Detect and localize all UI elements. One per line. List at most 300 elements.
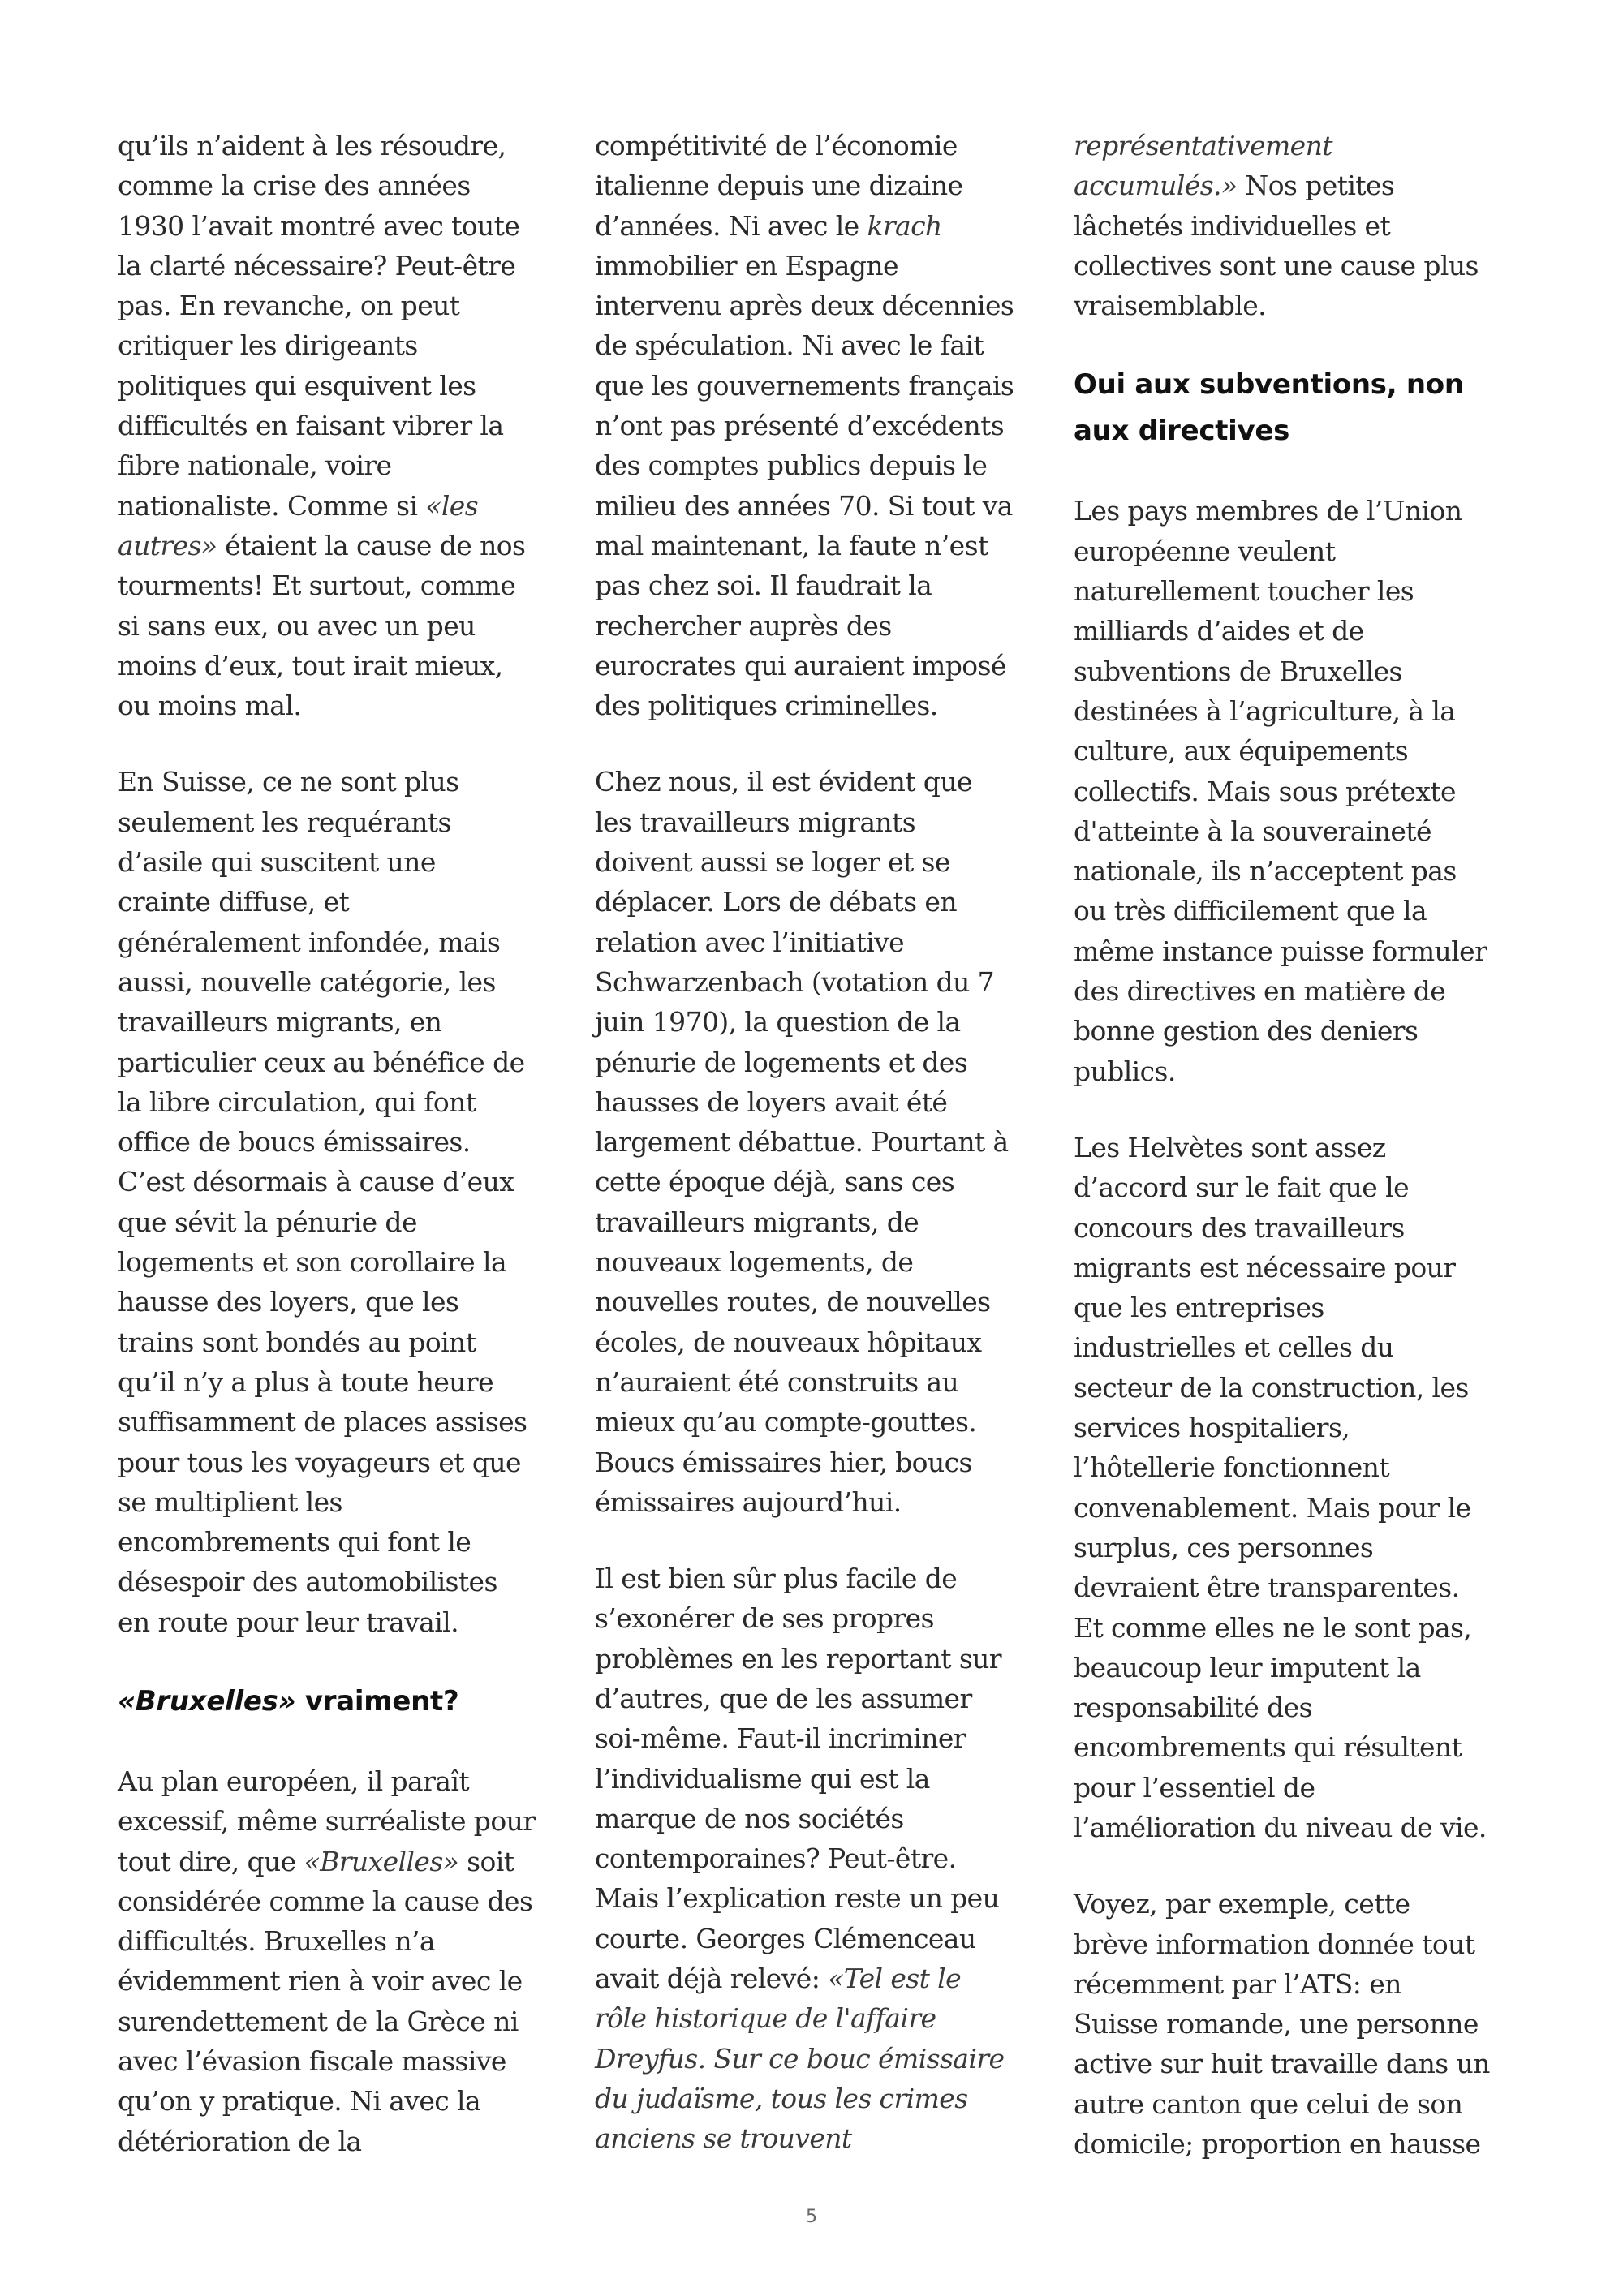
text-line xyxy=(1074,286,1540,325)
text-line xyxy=(118,842,572,882)
text-line xyxy=(595,1799,1049,1838)
text-run: nouveaux logements, de xyxy=(595,1246,914,1279)
text-line xyxy=(118,922,572,962)
text-run: Et comme elles ne le sont pas, xyxy=(1074,1611,1472,1644)
text-run: marque de nos sociétés xyxy=(595,1802,904,1834)
text-run: services hospitaliers, xyxy=(1074,1412,1350,1444)
text-line xyxy=(118,1443,572,1482)
text-line xyxy=(1074,2124,1540,2164)
text-run: écoles, de nouveaux hôpitaux xyxy=(595,1326,982,1358)
italic-text: «Tel est le xyxy=(828,1963,962,1995)
text-run: Suisse romande, une personne xyxy=(1074,2008,1479,2040)
text-line xyxy=(118,2041,572,2081)
text-run: devraient être transparentes. xyxy=(1074,1572,1460,1604)
text-run: pas chez soi. Il faudrait la xyxy=(595,570,932,602)
text-line xyxy=(118,962,572,1002)
text-line xyxy=(1074,1327,1540,1367)
text-line xyxy=(595,1362,1049,1402)
text-run: pas. En revanche, on peut xyxy=(118,290,460,322)
text-run: Boucs émissaires hier, boucs xyxy=(595,1446,972,1478)
text-run: surplus, ces personnes xyxy=(1074,1531,1374,1563)
text-run: vraiment? xyxy=(295,1684,459,1718)
text-line xyxy=(1074,891,1540,931)
heading-line xyxy=(118,1679,572,1725)
text-run: ou très difficilement que la xyxy=(1074,895,1427,927)
text-line xyxy=(118,2122,572,2161)
text-line xyxy=(118,1402,572,1442)
text-run: pénurie de logements et des xyxy=(595,1046,968,1078)
text-line xyxy=(118,1961,572,2001)
text-run: Les Helvètes sont assez xyxy=(1074,1131,1386,1163)
text-run: Mais l’explication reste un peu xyxy=(595,1882,1000,1915)
text-line xyxy=(595,1162,1049,1202)
text-run: C’est désormais à cause d’eux xyxy=(118,1166,514,1198)
paragraph-gap xyxy=(1074,1847,1540,1884)
text-run: que les entreprises xyxy=(1074,1292,1324,1324)
text-run: qu’ils n’aident à les résoudre, xyxy=(118,130,506,161)
text-line xyxy=(118,2081,572,2121)
text-run: que les gouvernements français xyxy=(595,369,1014,402)
text-run: ou moins mal. xyxy=(118,690,302,722)
text-run: étaient la cause de nos xyxy=(217,529,526,561)
paragraph-gap xyxy=(118,1725,572,1761)
text-line xyxy=(1074,1051,1540,1091)
section-heading xyxy=(1074,362,1540,454)
text-run: largement débattue. Pourtant à xyxy=(595,1126,1009,1159)
text-line xyxy=(595,406,1049,445)
text-line xyxy=(595,1482,1049,1522)
text-run: domicile; proportion en hausse xyxy=(1074,2128,1481,2161)
heading-line xyxy=(1074,408,1540,454)
paragraph xyxy=(1074,1128,1540,1847)
text-run: n’ont pas présenté d’excédents xyxy=(595,410,1005,442)
text-run: bonne gestion des deniers xyxy=(1074,1015,1419,1047)
text-run: hausse des loyers, que les xyxy=(118,1286,459,1318)
text-line xyxy=(118,406,572,445)
text-run: s’exonérer de ses propres xyxy=(595,1602,934,1635)
text-line xyxy=(118,802,572,842)
text-run: la libre circulation, qui font xyxy=(118,1086,476,1118)
text-line xyxy=(118,1282,572,1322)
text-run: milieu des années 70. Si tout va xyxy=(595,489,1013,522)
text-line xyxy=(1074,1727,1540,1767)
text-run: intervenu après deux décennies xyxy=(595,290,1014,322)
text-line xyxy=(595,882,1049,922)
text-run: lâchetés individuelles et xyxy=(1074,209,1391,242)
text-line xyxy=(118,1162,572,1202)
text-line xyxy=(595,1559,1049,1598)
text-run: aux directives xyxy=(1074,415,1290,448)
text-run: nationale, ils n’acceptent pas xyxy=(1074,855,1457,888)
text-line xyxy=(595,1878,1049,1918)
text-run: Schwarzenbach (votation du 7 xyxy=(595,965,995,998)
paragraph xyxy=(118,1761,572,2161)
text-line xyxy=(595,1122,1049,1162)
text-line xyxy=(118,206,572,246)
italic-text: du judaïsme, tous les crimes xyxy=(595,2082,968,2114)
text-line xyxy=(118,1482,572,1522)
italic-text: «Bruxelles» xyxy=(118,1684,296,1718)
text-run: si sans eux, ou avec un peu xyxy=(118,609,476,642)
text-line xyxy=(118,606,572,646)
text-line xyxy=(1074,931,1540,971)
text-line xyxy=(118,366,572,406)
text-line xyxy=(1074,651,1540,691)
text-line xyxy=(1074,166,1540,205)
text-line xyxy=(1074,2084,1540,2124)
text-run: soi-même. Faut-il incriminer xyxy=(595,1722,966,1755)
text-line xyxy=(595,166,1049,205)
paragraph-gap xyxy=(1074,454,1540,491)
text-line xyxy=(1074,691,1540,731)
text-run: émissaires aujourd’hui. xyxy=(595,1486,902,1518)
text-line xyxy=(595,246,1049,286)
text-run: d’années. Ni avec le xyxy=(595,209,867,242)
text-run: rechercher auprès des xyxy=(595,609,892,642)
text-line xyxy=(1074,1368,1540,1408)
text-run: active sur huit travaille dans un xyxy=(1074,2048,1490,2080)
page-number: 5 xyxy=(806,2207,817,2227)
text-line xyxy=(1074,1208,1540,1248)
text-run: se multiplient les xyxy=(118,1486,342,1518)
text-line xyxy=(595,486,1049,526)
text-line xyxy=(118,286,572,325)
text-run: Nos petites xyxy=(1237,170,1395,202)
paragraph-gap xyxy=(595,1522,1049,1559)
text-line xyxy=(595,962,1049,1002)
paragraph-gap xyxy=(118,725,572,762)
text-line xyxy=(595,565,1049,605)
text-run: beaucoup leur imputent la xyxy=(1074,1651,1421,1683)
text-run: tout dire, que xyxy=(118,1845,304,1877)
text-line xyxy=(118,1761,572,1801)
text-line xyxy=(595,206,1049,246)
text-run: difficultés en faisant vibrer la xyxy=(118,410,504,442)
text-line xyxy=(595,1838,1049,1878)
text-run: tourments! Et surtout, comme xyxy=(118,570,516,602)
text-line xyxy=(1074,206,1540,246)
text-line xyxy=(595,802,1049,842)
text-line xyxy=(1074,1808,1540,1847)
text-run: suffisamment de places assises xyxy=(118,1406,527,1438)
text-line xyxy=(595,2039,1049,2079)
text-line xyxy=(595,2118,1049,2158)
text-run: l’individualisme qui est la xyxy=(595,1762,930,1795)
text-line xyxy=(595,1598,1049,1638)
text-line xyxy=(595,1322,1049,1362)
text-line xyxy=(118,1881,572,1921)
text-line xyxy=(1074,731,1540,771)
italic-text: Dreyfus. Sur ce bouc émissaire xyxy=(595,2042,1005,2075)
italic-text: «les xyxy=(425,489,479,522)
text-line xyxy=(118,1322,572,1362)
text-line xyxy=(595,1082,1049,1122)
text-run: des comptes publics depuis le xyxy=(595,449,988,482)
text-run: travailleurs migrants, de xyxy=(595,1206,919,1238)
text-run: logements et son corollaire la xyxy=(118,1246,507,1279)
text-run: compétitivité de l’économie xyxy=(595,130,958,161)
text-line xyxy=(595,126,1049,166)
text-run: les travailleurs migrants xyxy=(595,806,916,838)
text-line xyxy=(595,762,1049,802)
text-run: nouvelles routes, de nouvelles xyxy=(595,1286,991,1318)
text-line xyxy=(595,1443,1049,1482)
paragraph-gap xyxy=(118,1642,572,1679)
text-run: Au plan européen, il paraît xyxy=(118,1765,469,1797)
text-run: pour l’essentiel de xyxy=(1074,1771,1315,1804)
text-column-2 xyxy=(595,126,1049,2159)
text-line xyxy=(118,1043,572,1082)
text-line xyxy=(118,565,572,605)
text-run: publics. xyxy=(1074,1055,1176,1087)
text-line xyxy=(595,1043,1049,1082)
text-run: convenablement. Mais pour le xyxy=(1074,1491,1471,1524)
text-line xyxy=(1074,571,1540,611)
paragraph xyxy=(118,762,572,1642)
text-run: encombrements qui font le xyxy=(118,1526,471,1559)
text-run: qu’il n’y a plus à toute heure xyxy=(118,1365,494,1398)
text-line xyxy=(595,1998,1049,2038)
text-run: pour tous les voyageurs et que xyxy=(118,1446,521,1478)
text-run: excessif, même surréaliste pour xyxy=(118,1805,536,1838)
section-heading xyxy=(118,1679,572,1725)
text-run: secteur de la construction, les xyxy=(1074,1371,1469,1404)
text-run: doivent aussi se loger et se xyxy=(595,846,950,879)
text-run: même instance puisse formuler xyxy=(1074,935,1487,967)
text-run: critiquer les dirigeants xyxy=(118,329,418,362)
text-line xyxy=(1074,2004,1540,2044)
paragraph-gap xyxy=(595,725,1049,762)
text-line xyxy=(118,1242,572,1282)
text-line xyxy=(595,1242,1049,1282)
text-line xyxy=(1074,1528,1540,1567)
text-line xyxy=(595,1202,1049,1242)
text-line xyxy=(1074,772,1540,811)
text-run: européenne veulent xyxy=(1074,535,1336,567)
text-run: d’asile qui suscitent une xyxy=(118,846,436,879)
text-run: concours des travailleurs xyxy=(1074,1211,1405,1244)
text-run: seulement les requérants xyxy=(118,806,451,838)
text-line xyxy=(118,762,572,802)
text-run: naturellement toucher les xyxy=(1074,575,1414,608)
paragraph xyxy=(118,126,572,725)
text-run: surendettement de la Grèce ni xyxy=(118,2005,519,2037)
text-line xyxy=(118,1921,572,1961)
text-line xyxy=(1074,491,1540,531)
heading-line xyxy=(1074,362,1540,408)
text-line xyxy=(118,1002,572,1042)
text-run: juin 1970), la question de la xyxy=(595,1006,961,1038)
text-run: difficultés. Bruxelles n’a xyxy=(118,1925,435,1958)
paragraph xyxy=(1074,1884,1540,2164)
text-run: contemporaines? Peut-être. xyxy=(595,1842,957,1875)
text-line xyxy=(1074,1884,1540,1924)
text-run: considérée comme la cause des xyxy=(118,1885,533,1917)
text-run: courte. Georges Clémenceau xyxy=(595,1922,976,1954)
text-line xyxy=(1074,1768,1540,1808)
text-run: aussi, nouvelle catégorie, les xyxy=(118,965,496,998)
text-run: brève information donnée tout xyxy=(1074,1928,1475,1960)
text-line xyxy=(1074,1924,1540,1964)
text-line xyxy=(118,2001,572,2041)
text-run: italienne depuis une dizaine xyxy=(595,170,963,202)
paragraph xyxy=(595,126,1049,725)
text-run: immobilier en Espagne xyxy=(595,249,898,282)
italic-text: rôle historique de l'affaire xyxy=(595,2002,936,2035)
text-run: Les pays membres de l’Union xyxy=(1074,495,1462,527)
text-run: la clarté nécessaire? Peut-être xyxy=(118,249,516,282)
text-run: autre canton que celui de son xyxy=(1074,2087,1463,2120)
text-run: moins d’eux, tout irait mieux, xyxy=(118,649,503,681)
paragraph-gap xyxy=(1074,325,1540,362)
text-column-3 xyxy=(1074,126,1540,2164)
text-run: qu’on y pratique. Ni avec la xyxy=(118,2085,481,2118)
text-line xyxy=(118,325,572,365)
text-line xyxy=(595,1282,1049,1322)
text-run: d’accord sur le fait que le xyxy=(1074,1172,1410,1204)
text-run: 1930 l’avait montré avec toute xyxy=(118,209,520,242)
text-line xyxy=(1074,1964,1540,2004)
text-run: l’hôtellerie fonctionnent xyxy=(1074,1451,1389,1484)
text-run: vraisemblable. xyxy=(1074,290,1267,322)
text-line xyxy=(595,1919,1049,1958)
text-line xyxy=(595,1718,1049,1758)
paragraph xyxy=(1074,491,1540,1090)
italic-text: accumulés.» xyxy=(1074,170,1238,202)
text-run: comme la crise des années xyxy=(118,170,471,202)
text-run: Oui aux subventions, non xyxy=(1074,368,1464,402)
italic-text: «Bruxelles» xyxy=(304,1845,459,1877)
text-run: d’autres, que de les assumer xyxy=(595,1682,972,1714)
text-run: milliards d’aides et de xyxy=(1074,615,1364,647)
text-column-1 xyxy=(118,126,572,2161)
text-line xyxy=(1074,1488,1540,1528)
text-line xyxy=(595,286,1049,325)
text-line xyxy=(118,445,572,485)
text-run: industrielles et celles du xyxy=(1074,1331,1394,1364)
text-line xyxy=(118,1362,572,1402)
text-line xyxy=(1074,971,1540,1011)
text-run: office de boucs émissaires. xyxy=(118,1126,471,1159)
text-run: cette époque déjà, sans ces xyxy=(595,1166,955,1198)
text-line xyxy=(118,246,572,286)
text-line xyxy=(1074,1167,1540,1207)
text-line xyxy=(118,1842,572,1881)
text-line xyxy=(595,1639,1049,1679)
text-line xyxy=(595,922,1049,962)
text-run: des politiques criminelles. xyxy=(595,690,938,722)
text-line xyxy=(1074,1608,1540,1648)
text-line xyxy=(595,1002,1049,1042)
text-line xyxy=(118,882,572,922)
text-line xyxy=(118,486,572,526)
text-run: destinées à l’agriculture, à la xyxy=(1074,694,1456,727)
text-run: détérioration de la xyxy=(118,2125,362,2157)
text-line xyxy=(118,166,572,205)
text-run: de spéculation. Ni avec le fait xyxy=(595,329,984,362)
text-run: En Suisse, ce ne sont plus xyxy=(118,766,459,798)
text-run: Il est bien sûr plus facile de xyxy=(595,1563,958,1595)
text-run: soit xyxy=(458,1845,514,1877)
paragraph xyxy=(1074,126,1540,325)
text-run: généralement infondée, mais xyxy=(118,926,501,958)
text-line xyxy=(595,1679,1049,1718)
text-run: désespoir des automobilistes xyxy=(118,1566,497,1598)
text-run: crainte diffuse, et xyxy=(118,886,350,918)
paragraph xyxy=(595,762,1049,1522)
text-line xyxy=(595,526,1049,565)
text-line xyxy=(118,1122,572,1162)
text-line xyxy=(595,646,1049,686)
text-run: particulier ceux au bénéfice de xyxy=(118,1046,525,1078)
text-line xyxy=(595,366,1049,406)
text-run: nationaliste. Comme si xyxy=(118,489,426,522)
italic-text: krach xyxy=(867,209,942,242)
text-line xyxy=(595,445,1049,485)
text-run: mieux qu’au compte-gouttes. xyxy=(595,1406,977,1438)
text-run: relation avec l’initiative xyxy=(595,926,905,958)
text-run: migrants est nécessaire pour xyxy=(1074,1251,1456,1283)
text-line xyxy=(1074,2044,1540,2083)
text-run: collectives sont une cause plus xyxy=(1074,249,1479,282)
text-run: des directives en matière de xyxy=(1074,975,1446,1008)
text-line xyxy=(595,686,1049,725)
text-run: d'atteinte à la souveraineté xyxy=(1074,815,1431,847)
text-line xyxy=(118,1082,572,1122)
italic-text: autres» xyxy=(118,529,217,561)
text-line xyxy=(595,1958,1049,1998)
text-line xyxy=(595,842,1049,882)
italic-text: représentativement xyxy=(1074,130,1332,161)
text-line xyxy=(1074,1248,1540,1288)
text-line xyxy=(1074,126,1540,166)
text-line xyxy=(1074,1011,1540,1051)
text-run: responsabilité des xyxy=(1074,1692,1312,1724)
text-line xyxy=(118,1202,572,1242)
text-run: fibre nationale, voire xyxy=(118,449,392,482)
text-run: eurocrates qui auraient imposé xyxy=(595,649,1006,681)
text-line xyxy=(118,646,572,686)
text-line xyxy=(1074,611,1540,651)
text-run: mal maintenant, la faute n’est xyxy=(595,529,988,561)
text-run: travailleurs migrants, en xyxy=(118,1006,442,1038)
text-line xyxy=(118,1801,572,1841)
text-run: Voyez, par exemple, cette xyxy=(1074,1888,1410,1920)
text-line xyxy=(1074,1688,1540,1727)
text-run: Chez nous, il est évident que xyxy=(595,766,972,798)
text-line xyxy=(595,1402,1049,1442)
text-line xyxy=(1074,811,1540,851)
text-run: culture, aux équipements xyxy=(1074,735,1409,767)
text-line xyxy=(118,526,572,565)
text-run: trains sont bondés au point xyxy=(118,1326,476,1358)
text-line xyxy=(118,126,572,166)
italic-text: anciens se trouvent xyxy=(595,2122,852,2155)
text-line xyxy=(118,1602,572,1642)
text-run: que sévit la pénurie de xyxy=(118,1206,417,1238)
text-line xyxy=(1074,1567,1540,1607)
text-run: problèmes en les reportant sur xyxy=(595,1642,1001,1675)
text-run: collectifs. Mais sous prétexte xyxy=(1074,775,1456,807)
text-run: déplacer. Lors de débats en xyxy=(595,886,957,918)
text-run: avait déjà relevé: xyxy=(595,1963,829,1995)
text-line xyxy=(1074,1128,1540,1167)
text-run: avec l’évasion fiscale massive xyxy=(118,2045,506,2078)
text-line xyxy=(1074,851,1540,891)
text-run: hausses de loyers avait été xyxy=(595,1086,948,1118)
text-line xyxy=(1074,1408,1540,1447)
text-line xyxy=(595,606,1049,646)
